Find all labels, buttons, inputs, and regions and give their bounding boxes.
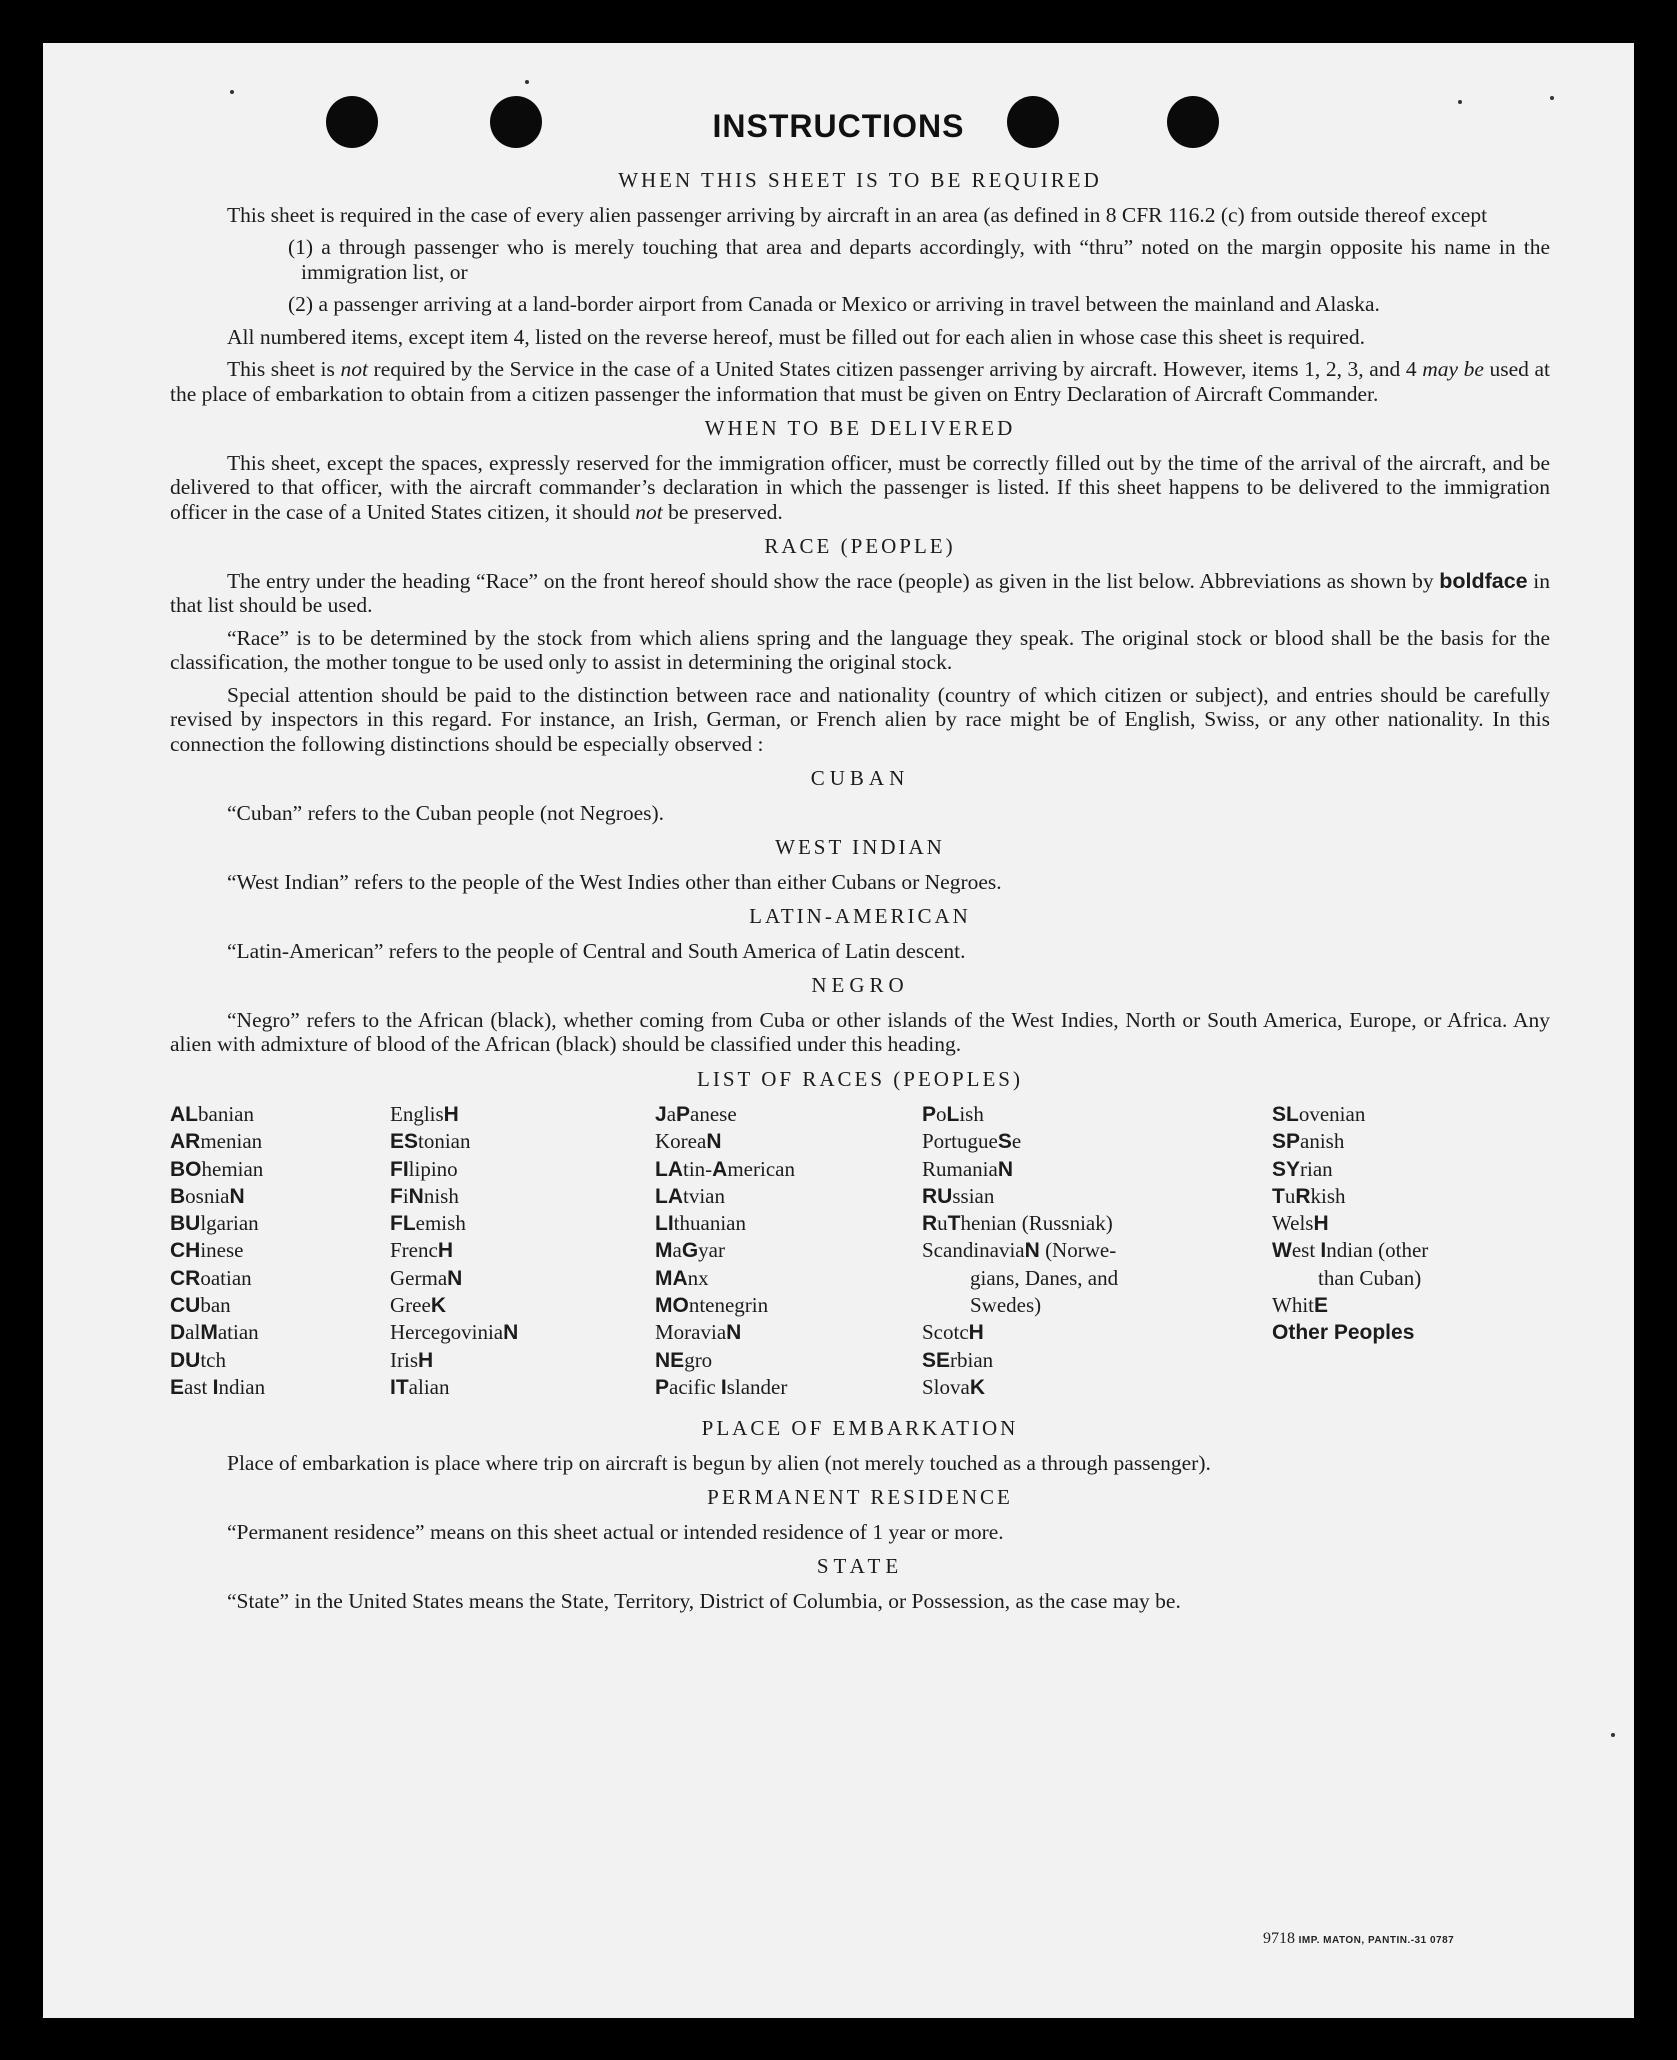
race-text: i — [402, 1183, 409, 1208]
race-text: ssian — [952, 1183, 995, 1208]
section-heading: WHEN THIS SHEET IS TO BE REQUIRED — [618, 168, 1102, 192]
dust-speck — [1550, 96, 1554, 100]
text-run: This sheet, except the spaces, expressly reserved for the immigration officer, must be correctly filled out by the time of the arrival of the aircraft, and be delivered to that officer, with the aircraft commander’s declaration in which the passenger is listed. If this sheet happens to be delivered to the immigration officer in the case of a United States citizen, it should — [170, 450, 1550, 524]
abbreviation: BU — [170, 1212, 201, 1236]
race-text: Swedes) — [970, 1293, 1042, 1318]
race-text: (Norwe- — [1039, 1238, 1117, 1263]
race-text: thuanian — [673, 1211, 746, 1236]
paragraph: This sheet is required in the case of every alien passenger arriving by aircraft in an area (as defined in 8 CFR 116.2 (c) from outside thereof except — [227, 202, 1488, 227]
printer-imprint — [1263, 1930, 1454, 1948]
race-text: Scotc — [922, 1320, 969, 1345]
race-text: Englis — [390, 1102, 444, 1126]
race-text: menian — [200, 1129, 263, 1154]
race-text: Wels — [1272, 1211, 1314, 1236]
race-text: Portugue — [922, 1129, 998, 1154]
race-text: tvian — [683, 1183, 725, 1208]
race-entry — [922, 1210, 1192, 1237]
abbreviation: K — [969, 1375, 986, 1399]
abbreviation: J — [655, 1103, 667, 1126]
race-entry — [655, 1319, 795, 1346]
race-entry — [922, 1156, 1192, 1183]
section-heading: WHEN TO BE DELIVERED — [704, 416, 1016, 440]
abbreviation: L — [946, 1103, 960, 1126]
race-entry — [655, 1237, 795, 1264]
race-entry — [922, 1265, 1192, 1292]
abbreviation: IT — [390, 1375, 409, 1399]
abbreviation: M — [200, 1321, 218, 1345]
abbreviation: DU — [170, 1348, 201, 1372]
race-text: ast — [184, 1374, 213, 1399]
race-text: banian — [198, 1102, 254, 1126]
text-run: The entry under the heading “Race” on the front hereof should show the race (people) as given in the list below. Abbreviations as shown by — [227, 568, 1440, 593]
race-text: atian — [217, 1320, 259, 1345]
abbreviation: Other Peoples — [1272, 1321, 1415, 1345]
race-entry — [922, 1183, 1192, 1210]
dust-speck — [1611, 1733, 1615, 1737]
race-text: ntenegrin — [688, 1293, 769, 1318]
race-column — [390, 1101, 518, 1401]
race-entry — [170, 1237, 265, 1264]
race-text: Scandinavia — [922, 1238, 1025, 1263]
abbreviation: I — [212, 1375, 219, 1399]
race-entry — [655, 1128, 795, 1155]
race-text: than Cuban) — [1318, 1265, 1422, 1290]
abbreviation: CH — [170, 1239, 201, 1263]
race-text: hemian — [201, 1156, 264, 1181]
race-entry — [170, 1374, 265, 1401]
abbreviation: SY — [1272, 1157, 1301, 1181]
race-text: rian — [1300, 1156, 1333, 1181]
abbreviation: P — [676, 1103, 691, 1126]
abbreviation: NE — [655, 1348, 685, 1372]
abbreviation: AL — [170, 1103, 198, 1126]
race-text: yar — [698, 1238, 725, 1263]
race-text: tonian — [418, 1129, 471, 1154]
race-entry — [390, 1347, 518, 1374]
abbreviation: M — [655, 1239, 673, 1263]
race-entry — [390, 1237, 518, 1264]
race-entry — [170, 1347, 265, 1374]
paragraph — [170, 569, 1550, 618]
race-entry — [1272, 1265, 1508, 1292]
race-entry — [390, 1374, 518, 1401]
text-run: be preserved. — [662, 499, 783, 524]
race-text: Germa — [390, 1265, 448, 1290]
abbreviation: CU — [170, 1294, 201, 1318]
race-entry — [1272, 1101, 1508, 1128]
abbreviation: N — [706, 1130, 722, 1154]
race-text: anish — [1300, 1129, 1345, 1154]
paragraph: “Permanent residence” means on this sheet actual or intended residence of 1 year or more. — [227, 1519, 1004, 1544]
abbreviation: R — [922, 1212, 938, 1236]
abbreviation: F — [390, 1184, 403, 1208]
race-entry — [922, 1101, 1192, 1128]
race-entry — [1272, 1210, 1508, 1237]
paragraph — [170, 451, 1550, 525]
race-entry — [170, 1183, 265, 1210]
abbreviation: I — [720, 1375, 727, 1399]
race-text: e — [1011, 1129, 1022, 1154]
race-entry — [922, 1128, 1192, 1155]
race-entry — [1272, 1156, 1508, 1183]
abbreviation: H — [968, 1321, 984, 1345]
race-entry — [1272, 1183, 1508, 1210]
race-entry — [655, 1101, 795, 1128]
page-title: INSTRUCTIONS — [712, 108, 965, 144]
abbreviation: T — [947, 1212, 961, 1236]
race-entry — [655, 1347, 795, 1374]
race-entry — [1272, 1292, 1508, 1319]
race-text: gians, Danes, and — [970, 1265, 1119, 1290]
race-text: Gree — [390, 1293, 431, 1318]
abbreviation: D — [170, 1321, 186, 1345]
exception-item: (1) a through passenger who is merely touching that area and departs accordingly, with “thru” noted on the margin opposite his name in the immigration list, or — [288, 235, 1550, 284]
race-text: kish — [1310, 1183, 1346, 1208]
race-text: a — [672, 1238, 682, 1263]
exception-item: (2) a passenger arriving at a land-border airport from Canada or Mexico or arriving in travel between the mainland and Alaska. — [288, 292, 1380, 316]
race-list — [170, 1101, 1550, 1406]
race-entry — [390, 1128, 518, 1155]
abbreviation: S — [997, 1130, 1012, 1154]
race-entry — [655, 1292, 795, 1319]
race-entry — [390, 1319, 518, 1346]
race-text: slander — [726, 1374, 788, 1399]
abbreviation: MA — [655, 1266, 688, 1290]
form-number: 9718 — [1263, 1930, 1295, 1947]
abbreviation: FL — [390, 1212, 416, 1236]
race-entry — [922, 1237, 1192, 1264]
section-heading: LIST OF RACES (PEOPLES) — [697, 1066, 1023, 1091]
race-entry — [922, 1347, 1192, 1374]
race-entry — [922, 1319, 1192, 1346]
abbreviation: H — [418, 1348, 434, 1372]
abbreviation: BO — [170, 1157, 202, 1181]
race-entry — [390, 1265, 518, 1292]
race-text: ovenian — [1298, 1102, 1366, 1126]
race-entry — [390, 1156, 518, 1183]
race-entry — [655, 1374, 795, 1401]
instructions-body — [170, 158, 1550, 1621]
abbreviation: SP — [1272, 1130, 1301, 1154]
race-column — [170, 1101, 265, 1401]
race-entry — [922, 1292, 1192, 1319]
race-text: gro — [684, 1347, 713, 1372]
emphasis: not — [635, 499, 663, 524]
abbreviation: N — [408, 1184, 424, 1208]
abbreviation: P — [922, 1103, 937, 1126]
text-run: used at the place of embarkation to obtain from a citizen passenger the information that must be given on Entry Declaration of Aircraft Commander. — [170, 357, 1550, 406]
abbreviation: SE — [922, 1348, 951, 1372]
race-text: o — [936, 1102, 947, 1126]
paragraph: “State” in the United States means the State, Territory, District of Columbia, or Possession, as the case may be. — [227, 1588, 1181, 1613]
section-heading: PLACE OF EMBARKATION — [701, 1416, 1019, 1440]
abbreviation: MO — [655, 1294, 689, 1318]
abbreviation: FI — [390, 1157, 409, 1181]
abbreviation: A — [712, 1157, 728, 1181]
race-text: tch — [200, 1347, 226, 1372]
race-entry — [1272, 1237, 1508, 1264]
abbreviation: N — [997, 1157, 1013, 1181]
race-entry — [170, 1156, 265, 1183]
abbreviation: ES — [390, 1130, 419, 1154]
abbreviation: R — [1295, 1184, 1311, 1208]
text-run: in that list should be used. — [170, 568, 1550, 617]
race-text: u — [1284, 1183, 1296, 1208]
paragraph: “Race” is to be determined by the stock from which aliens spring and the language they speak. The original stock or blood shall be the basis for the classification, the mother tongue to be used only to assist in determining the original stock. — [170, 625, 1550, 674]
race-text: oatian — [200, 1265, 252, 1290]
race-text: Slova — [922, 1374, 970, 1399]
race-entry — [170, 1319, 265, 1346]
race-column — [922, 1101, 1192, 1401]
race-text: ndian (other — [1326, 1238, 1429, 1263]
race-entry — [922, 1374, 1192, 1401]
abbreviation: N — [726, 1321, 742, 1345]
paragraph — [170, 357, 1550, 406]
paragraph: Place of embarkation is place where trip on aircraft is begun by alien (not merely touched as a through passenger). — [227, 1450, 1211, 1475]
section-heading: WEST INDIAN — [775, 835, 945, 859]
race-entry — [1272, 1319, 1508, 1346]
paragraph: “Latin-American” refers to the people of Central and South America of Latin descent. — [227, 938, 966, 963]
race-column — [1272, 1101, 1508, 1347]
abbreviation: LA — [655, 1157, 683, 1181]
race-text: nx — [687, 1265, 709, 1290]
race-text: henian (Russniak) — [960, 1211, 1113, 1236]
race-text: Moravia — [655, 1320, 727, 1345]
abbreviation: H — [437, 1239, 453, 1263]
bold-sample: boldface — [1439, 568, 1528, 593]
race-entry — [655, 1265, 795, 1292]
dust-speck — [230, 90, 234, 94]
race-entry — [1272, 1128, 1508, 1155]
paragraph: All numbered items, except item 4, listed on the reverse hereof, must be filled out for each alien in whose case this sheet is required. — [227, 324, 1365, 349]
race-text: Rumania — [922, 1156, 998, 1181]
abbreviation: E — [170, 1375, 185, 1399]
abbreviation: AR — [170, 1130, 201, 1154]
race-text: nish — [423, 1183, 459, 1208]
abbreviation: LA — [655, 1184, 683, 1208]
race-text: Iris — [390, 1347, 418, 1372]
section-heading: STATE — [816, 1554, 904, 1578]
abbreviation: RU — [922, 1184, 953, 1208]
race-entry — [390, 1292, 518, 1319]
race-entry — [390, 1210, 518, 1237]
race-column — [655, 1101, 795, 1401]
race-text: emish — [415, 1211, 466, 1236]
abbreviation: N — [1024, 1239, 1040, 1263]
section-heading: NEGRO — [811, 973, 909, 997]
abbreviation: I — [1320, 1239, 1327, 1263]
abbreviation: H — [1313, 1212, 1329, 1236]
race-text: lipino — [408, 1156, 458, 1181]
race-entry — [390, 1101, 518, 1128]
dust-speck — [1458, 100, 1462, 104]
race-text: ndian — [218, 1374, 266, 1399]
race-text: merican — [727, 1156, 795, 1181]
abbreviation: P — [655, 1375, 670, 1399]
race-text: acific — [669, 1374, 721, 1399]
race-text: rbian — [950, 1347, 994, 1372]
abbreviation: H — [443, 1103, 459, 1126]
form-sheet — [43, 43, 1634, 2018]
race-text: a — [666, 1102, 677, 1126]
text-run: required by the Service in the case of a United States citizen passenger arriving by aircraft. However, items 1, 2, 3, and 4 — [367, 357, 1423, 381]
race-text: alian — [408, 1374, 450, 1399]
section-heading: CUBAN — [810, 766, 910, 790]
race-text: ban — [200, 1293, 231, 1318]
abbreviation: N — [503, 1321, 519, 1345]
paragraph: Special attention should be paid to the distinction between race and nationality (country of which citizen or subject), and entries should be carefully revised by inspectors in this regard. For instance, an Irish, German, or French alien by race might be of English, Swiss, or any other nationality. In this connection the following distinctions should be especially observed : — [170, 682, 1550, 756]
abbreviation: G — [681, 1239, 699, 1263]
abbreviation: N — [447, 1266, 463, 1290]
abbreviation: T — [1272, 1184, 1285, 1208]
paragraph: “Negro” refers to the African (black), whether coming from Cuba or other islands of the West Indies, North or South America, Europe, or Africa. Any alien with admixture of blood of the African (black) should be classified under this heading. — [170, 1007, 1550, 1056]
race-entry — [170, 1101, 265, 1128]
race-text: ish — [959, 1102, 984, 1126]
text-run: This sheet is — [227, 357, 341, 381]
emphasis: not — [340, 357, 368, 381]
section-heading: LATIN-AMERICAN — [749, 904, 971, 928]
race-text: tin- — [683, 1156, 713, 1181]
race-text: osnia — [185, 1183, 230, 1208]
abbreviation: K — [430, 1294, 446, 1318]
race-entry — [170, 1128, 265, 1155]
abbreviation: N — [229, 1184, 245, 1208]
paragraph: “West Indian” refers to the people of the West Indies other than either Cubans or Negroes. — [227, 869, 1002, 894]
section-heading: PERMANENT RESIDENCE — [707, 1485, 1013, 1509]
race-text: u — [937, 1211, 948, 1236]
race-entry — [170, 1265, 265, 1292]
abbreviation: LI — [655, 1212, 674, 1236]
race-text: Whit — [1272, 1293, 1314, 1318]
paragraph: “Cuban” refers to the Cuban people (not Negroes). — [227, 800, 665, 825]
abbreviation: W — [1272, 1239, 1292, 1263]
imprint-text: IMP. MATON, PANTIN.-31 0787 — [1298, 1935, 1455, 1946]
race-entry — [170, 1210, 265, 1237]
race-text: est — [1291, 1238, 1321, 1263]
abbreviation: B — [170, 1184, 186, 1208]
emphasis: may be — [1422, 357, 1484, 381]
abbreviation: CR — [170, 1266, 201, 1290]
dust-speck — [525, 80, 529, 84]
race-text: lgarian — [200, 1211, 259, 1236]
race-entry — [655, 1210, 795, 1237]
race-text: Hercegovinia — [390, 1320, 504, 1345]
race-entry — [655, 1183, 795, 1210]
race-text: Frenc — [390, 1238, 438, 1263]
race-text: Korea — [655, 1129, 707, 1154]
race-text: inese — [200, 1238, 244, 1263]
race-text: al — [185, 1320, 201, 1345]
race-entry — [390, 1183, 518, 1210]
abbreviation: SL — [1272, 1103, 1299, 1126]
abbreviation: E — [1314, 1294, 1329, 1318]
section-heading: RACE (PEOPLE) — [764, 534, 956, 558]
race-entry — [170, 1292, 265, 1319]
race-entry — [655, 1156, 795, 1183]
race-text: anese — [690, 1102, 737, 1126]
